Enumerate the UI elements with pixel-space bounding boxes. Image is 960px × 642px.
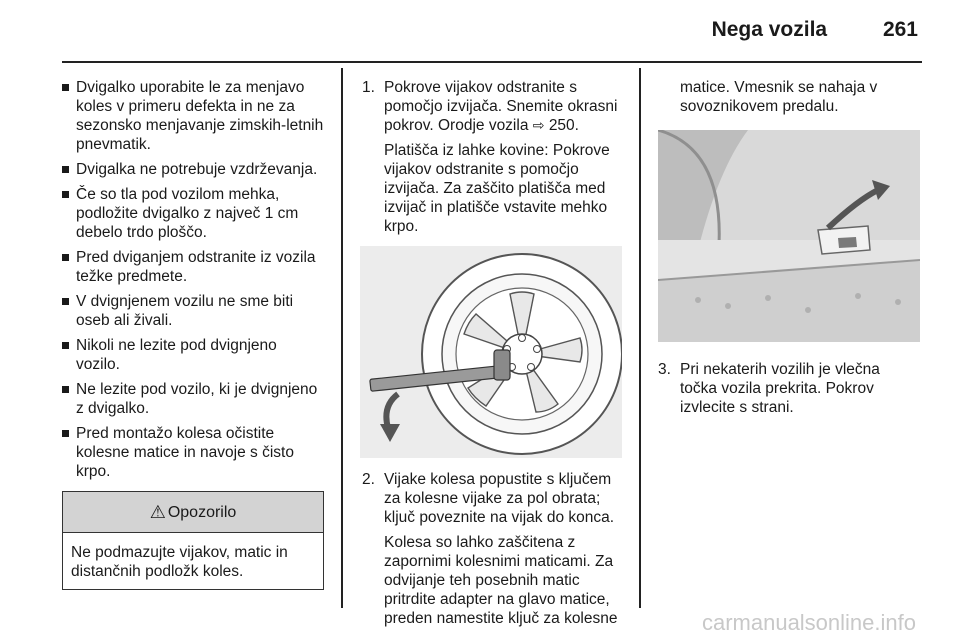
page-reference[interactable]: 250. (548, 117, 579, 134)
page-number: 261 (882, 18, 918, 41)
wheel-illustration (360, 246, 622, 458)
warning-title: Opozorilo (167, 503, 237, 521)
list-item: Pred dviganjem odstranite iz vozila težke predmete. (62, 248, 324, 286)
warning-header (63, 492, 323, 533)
section-title: Nega vozila (711, 18, 828, 41)
column-right (658, 78, 920, 423)
step-1: 1. Pokrove vijakov odstranite s pomočjo izvijača. Snemite okrasni pokrov. Orodje vozila ⇨ 250. (362, 79, 618, 134)
list-item: Nikoli ne lezite pod dvignjeno vozilo. (62, 336, 324, 374)
step-2: 2. Vijake kolesa popustite s ključem za kolesne vijake za pol obrata; ključ poveznite na vijak do konca. (362, 471, 615, 526)
bullet-square-icon (62, 298, 69, 305)
column-middle (362, 78, 626, 634)
warning-box (62, 491, 324, 590)
tow-cover-figure (658, 130, 920, 342)
bullet-square-icon (62, 430, 69, 437)
bullet-square-icon (62, 254, 69, 261)
bullet-square-icon (62, 166, 69, 173)
header-rule (62, 61, 922, 63)
list-item: Dvigalka ne potrebuje vzdrževanja. (62, 160, 324, 179)
tow-point-illustration (658, 130, 920, 342)
list-item: Dvigalko uporabite le za menjavo koles v primeru defekta in ne za sezonsko menjavanje zimskih-letnih pnevmatik. (62, 78, 324, 154)
step-3: 3. Pri nekaterih vozilih je vlečna točka vozila prekrita. Pokrov izvlecite s strani. (658, 361, 880, 416)
watermark: carmanualsonline.info (701, 610, 916, 635)
step-2-note: Kolesa so lahko zaščitena z zapornimi kolesnimi maticami. Za odvijanje teh posebnih matic pritrdite adapter na glavo matice, preden namestite ključ za kolesne (384, 534, 618, 627)
list-item: Če so tla pod vozilom mehka, podložite dvigalko z največ 1 cm debelo trdo ploščo. (62, 185, 324, 242)
warning-triangle-icon: ⚠ (149, 501, 166, 522)
column-divider (639, 68, 641, 608)
bullet-square-icon (62, 342, 69, 349)
list-item: V dvignjenem vozilu ne sme biti oseb ali živali. (62, 292, 324, 330)
continued-text: matice. Vmesnik se nahaja v sovoznikovem predalu. (680, 79, 878, 115)
list-item: Ne lezite pod vozilo, ki je dvignjeno z dvigalko. (62, 380, 324, 418)
warning-text: Ne podmazujte vijakov, matic in distančnih podložk koles. (71, 544, 288, 580)
page-header (712, 18, 918, 42)
list-item: Pred montažo kolesa očistite kolesne matice in navoje s čisto krpo. (62, 424, 324, 481)
wheel-screwdriver-figure (360, 246, 622, 458)
column-divider (341, 68, 343, 608)
bullet-square-icon (62, 191, 69, 198)
page-ref-arrow-icon: ⇨ (532, 117, 545, 133)
bullet-square-icon (62, 386, 69, 393)
step-1-note: Platišča iz lahke kovine: Pokrove vijakov odstranite s pomočjo izvijača. Za zaščito platišča med izvijač in platišče vstavite mehko krpo. (384, 142, 610, 235)
column-left (62, 78, 324, 590)
bullet-square-icon (62, 84, 69, 91)
